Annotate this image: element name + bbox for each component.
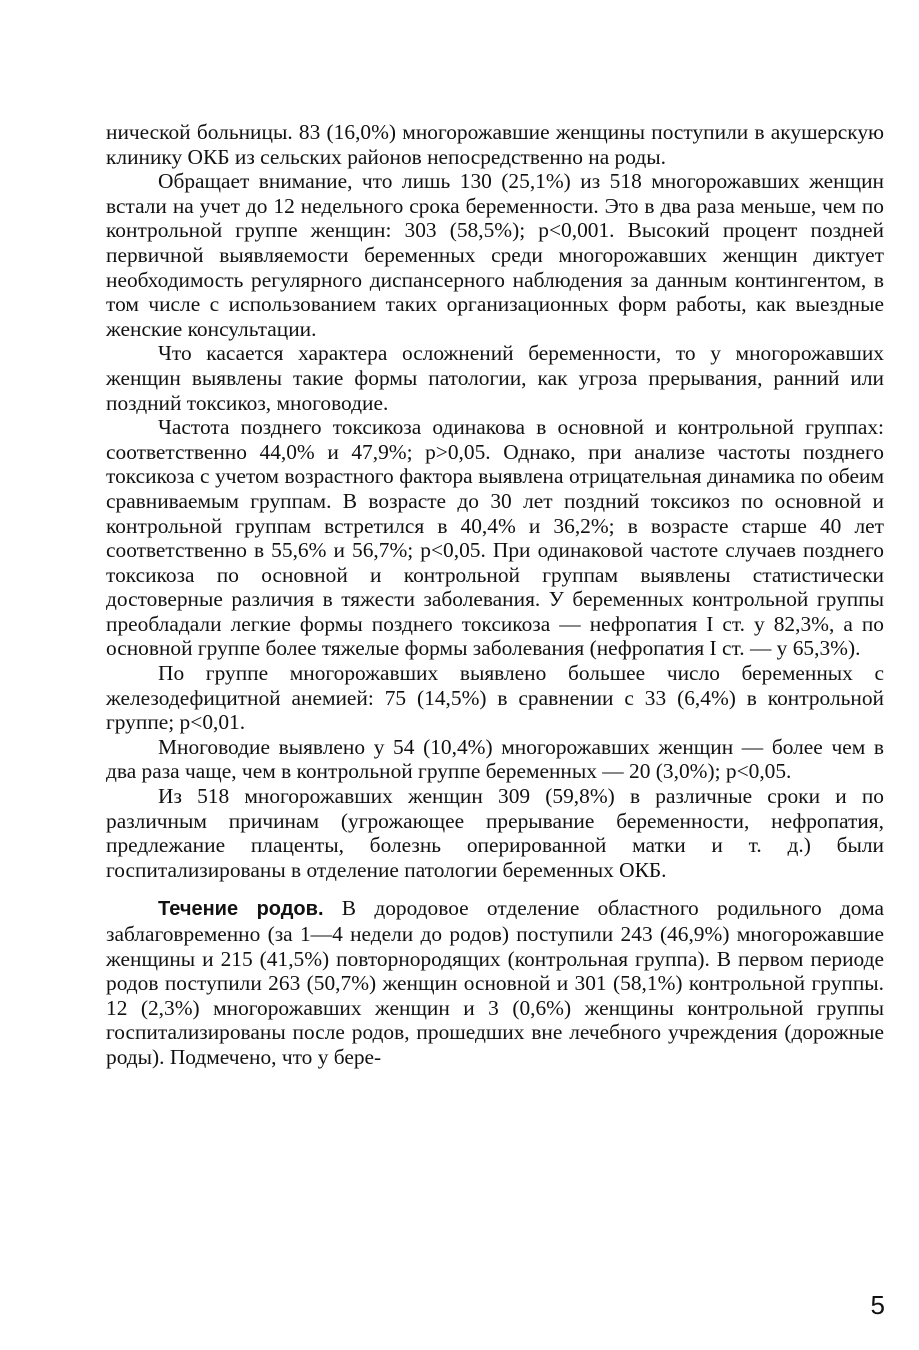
paragraph-toxicosis: Частота позднего токсикоза одинакова в основной и контрольной группах: соответственно 44,0% и 47,9%; p>0,05. Однако, при анализе частоты позднего токсикоза с учетом возрастного фактора выявлена отрицательная динамика по обеим сравниваемым группам. В возрасте до 30 лет поздний токсикоз по основной и контрольной группам встретился в 40,4% и 36,2%; в возрасте старше 40 лет соответственно в 55,6% и 56,7%; p<0,05. При одинаковой частоте случаев позднего токсикоза по основной и контрольной группам выявлены статистически достоверные различия в тяжести заболевания. У беременных контрольной группы преобладали легкие формы позднего токсикоза — нефропатия I ст. у 82,3%, а по основной группе более тяжелые формы заболевания (нефропатия I ст. — у 65,3%). — [106, 415, 884, 661]
paragraph-anemia: По группе многорожавших выявлено большее число беременных с железодефицитной анемией: 75 (14,5%) в сравнении с 33 (6,4%) в контрольной группе; p<0,01. — [106, 661, 884, 735]
section-text: В дородовое отделение областного родильного дома заблаговременно (за 1—4 недели до родов) поступили 243 (46,9%) многорожавшие женщины и 215 (41,5%) повторнородящих (контрольная группа). В первом периоде родов поступили 263 (50,7%) женщин основной и 301 (58,1%) контрольной группы. 12 (2,3%) многорожавших женщин и 3 (0,6%) женщины контрольной группы госпитализированы после родов, прошедших вне лечебного учреждения (дорожные роды). Подмечено, что у бере- — [106, 896, 884, 1069]
paragraph-hospitalization: Из 518 многорожавших женщин 309 (59,8%) в различные сроки и по различным причинам (угрожающее прерывание беременности, нефропатия, предлежание плаценты, болезнь оперированной матки и т. д.) были госпитализированы в отделение патологии беременных ОКБ. — [106, 784, 884, 882]
paragraph-continuation: нической больницы. 83 (16,0%) многорожавшие женщины поступили в акушерскую клинику ОКБ из сельских районов непосредственно на роды. — [106, 120, 884, 169]
paragraph-polyhydramnios: Многоводие выявлено у 54 (10,4%) многорожавших женщин — более чем в два раза чаще, чем в контрольной группе беременных — 20 (3,0%); p<0,05. — [106, 734, 884, 784]
body-text — [106, 120, 884, 1070]
paragraph-complications: Что касается характера осложнений беременности, то у многорожавших женщин выявлены такие формы патологии, как угроза прерывания, ранний или поздний токсикоз, многоводие. — [106, 341, 884, 415]
paragraph-registration: Обращает внимание, что лишь 130 (25,1%) из 518 многорожавших женщин встали на учет до 12 недельного срока беременности. Это в два раза меньше, чем по контрольной группе женщин: 303 (58,5%); p<0,001. Высокий процент поздней первичной выявляемости беременных среди многорожавших женщин диктует необходимость регулярного диспансерного наблюдения за данным контингентом, в том числе с использованием таких организационных форм работы, как выездные женские консультации. — [106, 169, 884, 341]
paragraph-labor-course — [106, 896, 884, 1069]
page-number: 5 — [870, 1290, 885, 1320]
section-heading: Течение родов. — [158, 898, 324, 921]
